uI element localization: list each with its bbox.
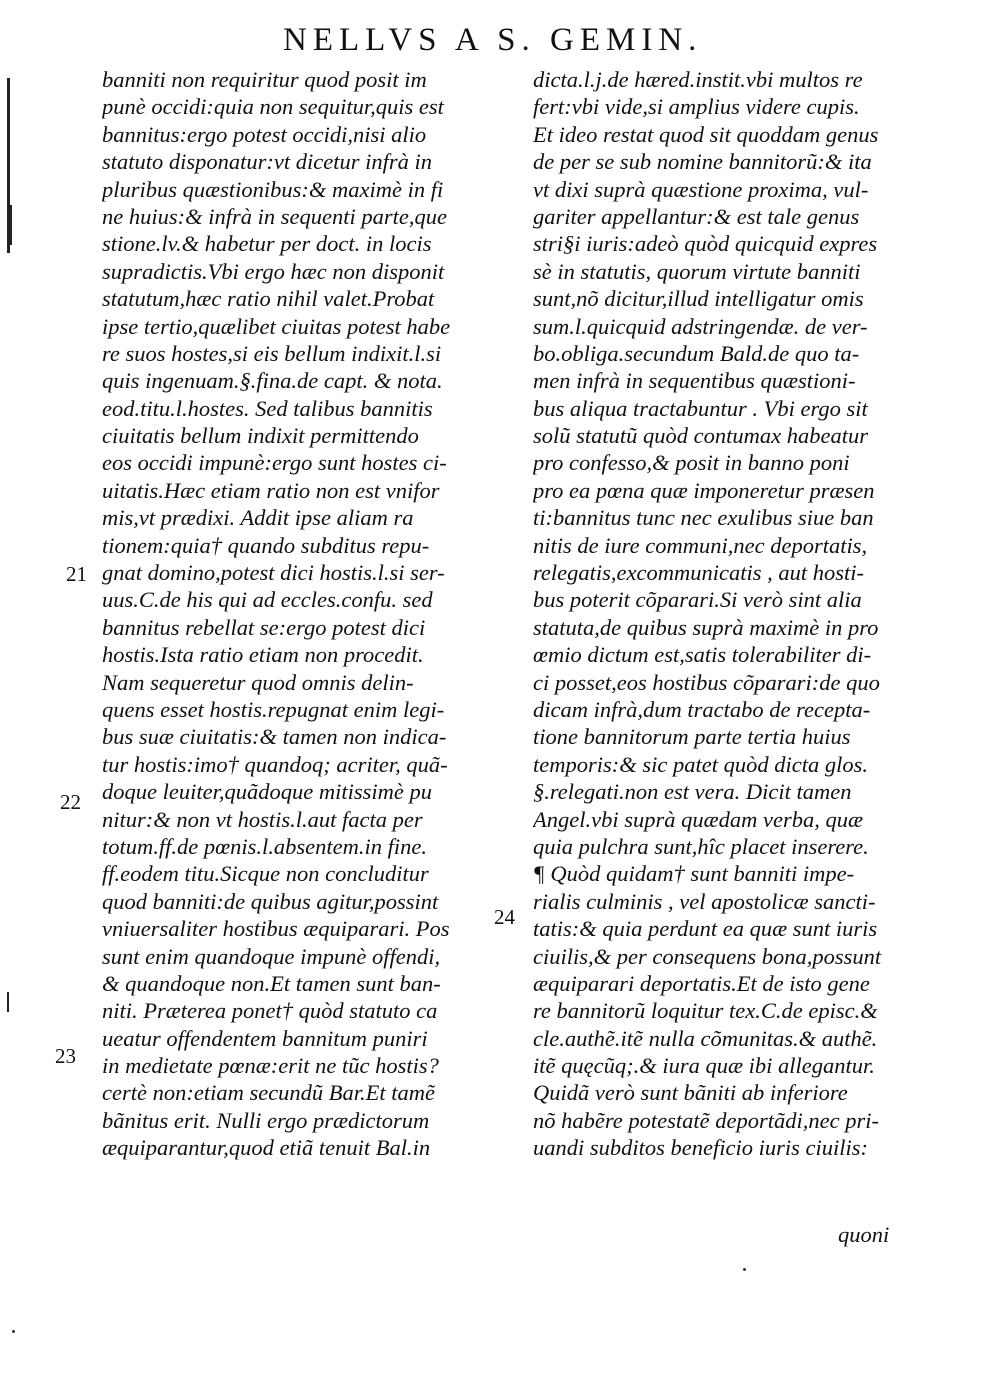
text-line: de per se sub nomine bannitorũ:& ita [533, 149, 872, 175]
text-line: Angel.vbi suprà quædam verba, quæ [533, 806, 863, 832]
text-line: punè occidi:quia non sequitur,quis est [102, 94, 444, 120]
text-line: dicta.l.j.de hæred.instit.vbi multos re [533, 67, 863, 92]
text-line: & quandoque non.Et tamen sunt ban- [102, 970, 441, 996]
text-line: Quidã verò sunt bãniti ab inferiore [533, 1080, 848, 1106]
text-line: tur hostis:imo† quandoq; acriter, quã- [102, 751, 448, 777]
text-line: tatis:& quia perdunt ea quæ sunt iuris [533, 916, 878, 942]
text-line: æquiparari deportatis.Et de isto gene [533, 970, 870, 996]
text-line: quod banniti:de quibus agitur,possint [102, 888, 439, 914]
text-line: rialis culminis , vel apostolicæ sancti- [533, 888, 876, 914]
text-line: doque leuiter,quãdoque mitissimè pu [102, 779, 432, 805]
text-line: uandi subditos beneficio iuris ciuilis: [533, 1135, 868, 1161]
text-line: quens esset hostis.repugnat enim legi- [102, 696, 445, 722]
text-line: bannitus rebellat se:ergo potest dici [102, 614, 426, 640]
text-line: re bannitorũ loquitur tex.C.de episc.& [533, 998, 878, 1024]
right-column [533, 66, 935, 1162]
text-line: pro ea pœna quæ imponeretur præsen [533, 477, 875, 503]
text-line: nõ habẽre potestatẽ deportãdi,nec pri- [533, 1107, 879, 1133]
text-line: eod.titu.l.hostes. Sed talibus bannitis [102, 395, 433, 421]
text-line: re suos hostes,si eis bellum indixit.l.si [102, 340, 442, 366]
text-line: relegatis,excommunicatis , aut hosti- [533, 560, 864, 586]
text-line: ne huius:& infrà in sequenti parte,que [102, 203, 447, 229]
text-line: bannitus:ergo potest occidi,nisi alio [102, 121, 427, 147]
text-line: uitatis.Hæc etiam ratio non est vnifor [102, 477, 440, 503]
text-line: stione.lv.& habetur per doct. in locis [102, 231, 432, 257]
text-line: statutum,hæc ratio nihil valet.Probat [102, 286, 435, 312]
text-line: stri§i iuris:adeò quòd quicquid expres [533, 231, 878, 257]
text-line: bo.obliga.secundum Bald.de quo ta- [533, 340, 860, 366]
text-line: ueatur offendentem bannitum puniri [102, 1025, 428, 1051]
text-line: hostis.Ista ratio etiam non procedit. [102, 642, 424, 668]
text-line: ¶ Quòd quidam† sunt banniti impe- [533, 861, 855, 887]
text-line: certè non:etiam secundũ Bar.Et tamẽ [102, 1080, 436, 1106]
margin-number-21: 21 [66, 562, 87, 586]
text-line: in medietate pœnæ:erit ne tũc hostis? [102, 1053, 439, 1079]
text-line: œmio dictum est,satis tolerabiliter di- [533, 642, 872, 668]
text-line: nitis de iure communi,nec deportatis, [533, 532, 868, 558]
text-line: nitur:& non vt hostis.l.aut facta per [102, 806, 423, 832]
text-line: bus poterit cõparari.Si verò sint alia [533, 587, 862, 613]
text-line: quis ingenuam.§.fina.de capt. & nota. [102, 368, 443, 394]
text-line: bus suæ ciuitatis:& tamen non indica- [102, 724, 447, 750]
margin-number-22: 22 [60, 790, 81, 814]
text-line: sunt enim quandoque impunè offendi, [102, 943, 441, 969]
text-line: ff.eodem titu.Sicque non concluditur [102, 861, 429, 887]
text-line: pro confesso,& posit in banno poni [533, 450, 850, 476]
text-line: uus.C.de his qui ad eccles.confu. sed [102, 587, 433, 613]
text-line: eos occidi impunè:ergo sunt hostes ci- [102, 450, 447, 476]
text-line: sunt,nõ dicitur,illud intelligatur omis [533, 286, 864, 312]
text-line: quia pulchra sunt,hîc placet inserere. [533, 833, 869, 859]
text-line: dicam infrà,dum tractabo de recepta- [533, 696, 871, 722]
gutter-mark [10, 205, 12, 245]
text-line: bus aliqua tractabuntur . Vbi ergo sit [533, 395, 868, 421]
text-line: statuto disponatur:vt dicetur infrà in [102, 149, 432, 175]
text-line: gnat domino,potest dici hostis.l.si ser- [102, 560, 445, 586]
left-column [102, 66, 502, 1162]
text-line: gariter appellantur:& est tale genus [533, 203, 860, 229]
text-line: niti. Præterea ponet† quòd statuto ca [102, 998, 438, 1024]
margin-number-23: 23 [55, 1044, 76, 1068]
text-line: ciuitatis bellum indixit permittendo [102, 423, 419, 449]
text-line: solũ statutũ quòd contumax habeatur [533, 423, 868, 449]
gutter-mark [7, 992, 9, 1012]
text-line: itẽ quęcũq;.& iura quæ ibi allegantur. [533, 1053, 875, 1079]
running-head: NELLVS A S. GEMIN. [283, 22, 703, 58]
text-line: vt dixi suprà quæstione proxima, vul- [533, 176, 869, 202]
text-line: vniuersaliter hostibus æquiparari. Pos [102, 916, 450, 942]
text-line: cle.authẽ.itẽ nulla cõmunitas.& authẽ. [533, 1025, 878, 1051]
text-line: ci posset,eos hostibus cõparari:de quo [533, 669, 880, 695]
text-line: ipse tertio,quælibet ciuitas potest habe [102, 313, 451, 339]
speck [12, 1330, 15, 1333]
text-line: banniti non requiritur quod posit im [102, 67, 427, 92]
text-line: temporis:& sic patet quòd dicta glos. [533, 751, 868, 777]
text-line: fert:vbi vide,si amplius videre cupis. [533, 94, 860, 120]
text-line: supradictis.Vbi ergo hæc non disponit [102, 258, 445, 284]
text-line: Et ideo restat quod sit quoddam genus [533, 121, 879, 147]
text-line: men infrà in sequentibus quæstioni- [533, 368, 856, 394]
text-line: tionem:quia† quando subditus repu- [102, 532, 430, 558]
text-line: §.relegati.non est vera. Dicit tamen [533, 779, 852, 805]
text-line: Nam sequeretur quod omnis delin- [102, 669, 414, 695]
text-line: tione bannitorum parte tertia huius [533, 724, 851, 750]
text-line: totum.ff.de pœnis.l.absentem.in fine. [102, 833, 427, 859]
text-line: ciuilis,& per consequens bona,possunt [533, 943, 882, 969]
text-line: sum.l.quicquid adstringendæ. de ver- [533, 313, 868, 339]
text-line: pluribus quæstionibus:& maximè in fi [102, 176, 444, 202]
speck [743, 1268, 746, 1271]
text-line: bãnitus erit. Nulli ergo prædictorum [102, 1107, 430, 1133]
text-line: æquiparantur,quod etiã tenuit Bal.in [102, 1135, 431, 1161]
text-line: sè in statutis, quorum virtute banniti [533, 258, 861, 284]
text-line: mis,vt prædixi. Addit ipse aliam ra [102, 505, 414, 531]
text-line: ti:bannitus tunc nec exulibus siue ban [533, 505, 874, 531]
text-line: statuta,de quibus suprà maximè in pro [533, 614, 879, 640]
catchword: quoni [838, 1222, 890, 1247]
margin-number-24: 24 [494, 905, 515, 929]
